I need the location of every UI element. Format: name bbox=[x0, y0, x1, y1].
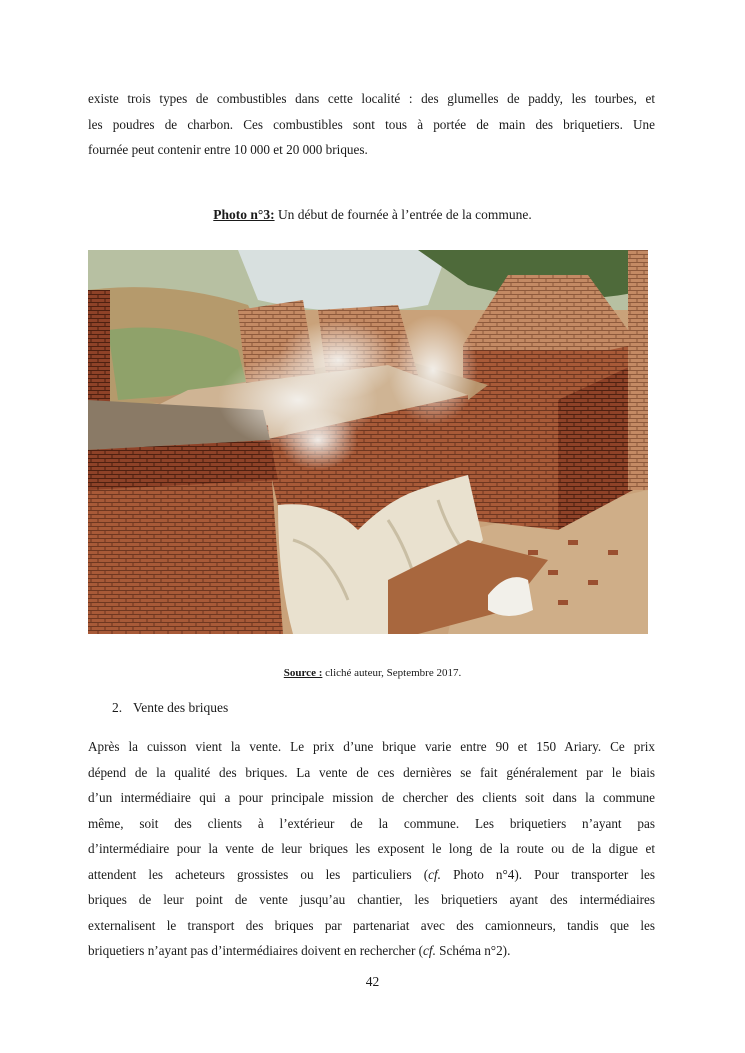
text-line: briques de leur point de vente jusqu’au chantier, les briquetiers ayant des intermédiaires bbox=[88, 892, 655, 907]
text-segment: Photo n°4). Pour transporter les bbox=[440, 866, 655, 882]
intro-paragraph bbox=[88, 86, 655, 163]
cf-italic: cf. bbox=[423, 943, 436, 958]
photo-caption-text: Un début de fournée à l’entrée de la commune. bbox=[274, 207, 532, 222]
text-segment: briquetiers n’ayant pas d’intermédiaires doivent en rechercher ( bbox=[88, 943, 424, 958]
text-line bbox=[88, 862, 655, 888]
section-number: 2. bbox=[112, 700, 123, 715]
section-title: Vente des briques bbox=[133, 700, 229, 715]
page-number: 42 bbox=[365, 974, 380, 989]
photo-source bbox=[0, 667, 745, 679]
source-label: Source : bbox=[283, 667, 323, 679]
text-line: externalisent le transport des briques par partenariat avec des camionneurs, tandis que les bbox=[88, 917, 655, 933]
body-paragraph bbox=[88, 734, 655, 964]
photo-caption-label: Photo n°3: bbox=[213, 207, 275, 222]
text-line: d’intermédiaire pour la vente de leur briques les exposent le long de la route ou de la digue et bbox=[88, 841, 655, 856]
text-line: même, soit des clients à l’extérieur de la commune. Les briquetiers n’ayant pas bbox=[88, 815, 655, 831]
section-heading bbox=[112, 700, 228, 716]
text-line: Après la cuisson vient la vente. Le prix d’une brique varie entre 90 et 150 Ariary. Ce prix bbox=[88, 739, 655, 754]
text-segment: Schéma n°2). bbox=[435, 943, 511, 958]
text-segment: attendent les acheteurs grossistes ou les particuliers ( bbox=[88, 866, 429, 882]
brick-kiln-photo bbox=[88, 250, 648, 634]
text-line: dépend de la qualité des briques. La vente de ces dernières se fait généralement par le biais bbox=[88, 764, 655, 780]
cf-italic: cf. bbox=[428, 866, 441, 882]
source-text: cliché auteur, Septembre 2017. bbox=[322, 667, 462, 679]
text-line bbox=[88, 938, 655, 964]
photo-caption bbox=[0, 207, 745, 223]
text-line: les poudres de charbon. Ces combustibles sont tous à portée de main des briquetiers. Une bbox=[88, 116, 655, 132]
text-line: d’un intermédiaire qui a pour principale mission de chercher des clients soit dans la commune bbox=[88, 790, 655, 805]
text-line: existe trois types de combustibles dans cette localité : des glumelles de paddy, les tourbes, et bbox=[88, 91, 655, 106]
text-line: fournée peut contenir entre 10 000 et 20 000 briques. bbox=[88, 142, 368, 157]
